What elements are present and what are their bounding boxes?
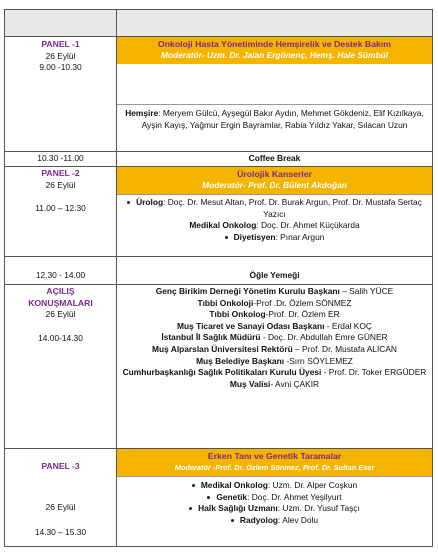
panel1-date: 26 Eylül bbox=[45, 50, 76, 61]
panel1-title-band bbox=[117, 37, 432, 64]
panel3-speaker: Radyolog: Alev Dolu bbox=[121, 515, 428, 527]
panel3-speaker: Genetik: Doç. Dr. Ahmet Yeşilyurt bbox=[121, 492, 428, 504]
opening-label-1: AÇILIŞ bbox=[46, 286, 75, 296]
panel1-title: Onkoloji Hasta Yönetiminde Hemşirelik ve Destek Bakım bbox=[157, 39, 392, 49]
lunch-label: Öğle Yemeği bbox=[249, 270, 300, 280]
panel1-nurses-names: : Meryem Gülcü, Ayşegül Bakır Aydın, Mehmet Gökdeniz, Elif Kızılkaya, Ayşin Kayış, Yağmur Ergin Bayramlar, Rabia Yıldız Yakar, Sılacan Uzun bbox=[141, 108, 424, 130]
panel1-label: PANEL -1 bbox=[41, 39, 80, 49]
table-header-row bbox=[5, 10, 432, 37]
panel3-date: 26 Eylül bbox=[45, 501, 76, 512]
opening-speaker: İstanbul İl Sağlık Müdürü - Doç. Dr. Abdullah Emre GÜNER bbox=[161, 332, 388, 343]
panel1-moderator: Moderatör- Uzm. Dr. Jalan Ergönenç, Hemş. Hale Sümbül bbox=[160, 50, 389, 60]
panel3-speaker: Medikal Onkolog: Uzm. Dr. Alper Coşkun bbox=[121, 480, 428, 492]
opening-info bbox=[5, 285, 117, 448]
bullet-icon bbox=[189, 507, 192, 510]
panel1-nurses bbox=[117, 105, 432, 131]
opening-speaker: Muş Belediye Başkanı -Sırrı SÖYLEMEZ bbox=[196, 355, 353, 366]
header-cell-left bbox=[5, 10, 117, 36]
panel2-title-band bbox=[117, 167, 432, 194]
bullet-icon bbox=[225, 236, 228, 239]
panel1-content bbox=[117, 37, 432, 151]
opening-speaker: Tıbbi Onkolog-Prof. Dr. Özlem ER bbox=[209, 309, 340, 320]
panel3-moderator: Moderatör -Prof. Dr. Özlem Sönmez, Prof. Dr. Sultan Eser bbox=[174, 463, 375, 472]
panel2-speaker-urolog: Ürolog: Doç. Dr. Mesut Altan, Prof. Dr. Burak Argun, Prof. Dr. Mustafa Sertaç Yazıcı bbox=[121, 197, 428, 220]
bullet-icon bbox=[127, 201, 130, 204]
opening-label-2: KONUŞMALARI bbox=[28, 297, 93, 308]
panel3-content bbox=[117, 449, 432, 546]
opening-speaker: Tıbbi Onkoloji-Prof .Dr. Özlem SÖNMEZ bbox=[197, 297, 352, 308]
lunch-row bbox=[5, 257, 432, 285]
bullet-icon bbox=[231, 519, 234, 522]
panel2-title: Ürolojik Kanserler bbox=[237, 169, 312, 179]
program-table bbox=[4, 9, 433, 547]
panel2-content bbox=[117, 167, 432, 256]
panel2-speaker-medikal: Medikal Onkolog: Doç. Dr. Ahmet Küçükarda bbox=[189, 220, 360, 231]
opening-speaker: Genç Birikim Derneği Yönetim Kurulu Başkanı – Salih YÜCE bbox=[155, 286, 394, 296]
panel2-label: PANEL -2 bbox=[41, 168, 80, 178]
coffee-row bbox=[5, 152, 432, 167]
panel3-title: Erken Tanı ve Genetik Taramalar bbox=[207, 451, 342, 461]
panel2-date: 26 Eylül bbox=[45, 179, 76, 190]
coffee-label: Coffee Break bbox=[248, 153, 301, 163]
panel2-time: 11.00 – 12.30 bbox=[35, 203, 86, 214]
panel1-info bbox=[5, 37, 117, 151]
panel3-speaker: Halk Sağlığı Uzmanı: Uzm. Dr. Yusuf Taşçı bbox=[121, 503, 428, 515]
panel2-moderator: Moderatör- Prof. Dr. Bülent Akdoğan bbox=[202, 180, 347, 190]
opening-row bbox=[5, 285, 432, 449]
panel3-info bbox=[5, 449, 117, 546]
opening-speakers bbox=[117, 285, 432, 448]
panel3-label: PANEL -3 bbox=[41, 461, 80, 471]
panel3-time: 14.30 – 15.30 bbox=[34, 527, 87, 538]
panel2-speaker-diyetisyen: Diyetisyen: Pınar Argun bbox=[121, 232, 428, 244]
panel2-row bbox=[5, 167, 432, 257]
panel1-time: 9.00 -10.30 bbox=[39, 62, 82, 73]
opening-speaker: Muş Alparslan Üniversitesi Rektörü – Prof. Dr. Mustafa ALİCAN bbox=[152, 343, 397, 354]
opening-date: 26 Eylül bbox=[45, 309, 76, 320]
header-cell-right bbox=[117, 10, 432, 36]
bullet-icon bbox=[192, 484, 195, 487]
panel2-info bbox=[5, 167, 117, 256]
panel1-nurses-role: Hemşire bbox=[125, 108, 159, 118]
coffee-time: 10.30 -11.00 bbox=[5, 152, 117, 166]
bullet-icon bbox=[207, 496, 210, 499]
panel1-row bbox=[5, 37, 432, 152]
opening-time: 14.00-14.30 bbox=[38, 332, 83, 343]
opening-speaker: Muş Ticaret ve Sanayi Odası Başkanı - Erdal KOÇ bbox=[177, 320, 372, 331]
panel3-title-band bbox=[117, 449, 432, 476]
opening-speaker: Muş Valisi- Avni ÇAKIR bbox=[229, 378, 320, 389]
panel3-row bbox=[5, 449, 432, 546]
opening-speaker: Cumhurbaşkanlığı Sağlık Politikaları Kurulu Üyesi - Prof. Dr. Toker ERGÜDER bbox=[122, 367, 427, 378]
lunch-time: 12.30 - 14.00 bbox=[5, 257, 117, 284]
